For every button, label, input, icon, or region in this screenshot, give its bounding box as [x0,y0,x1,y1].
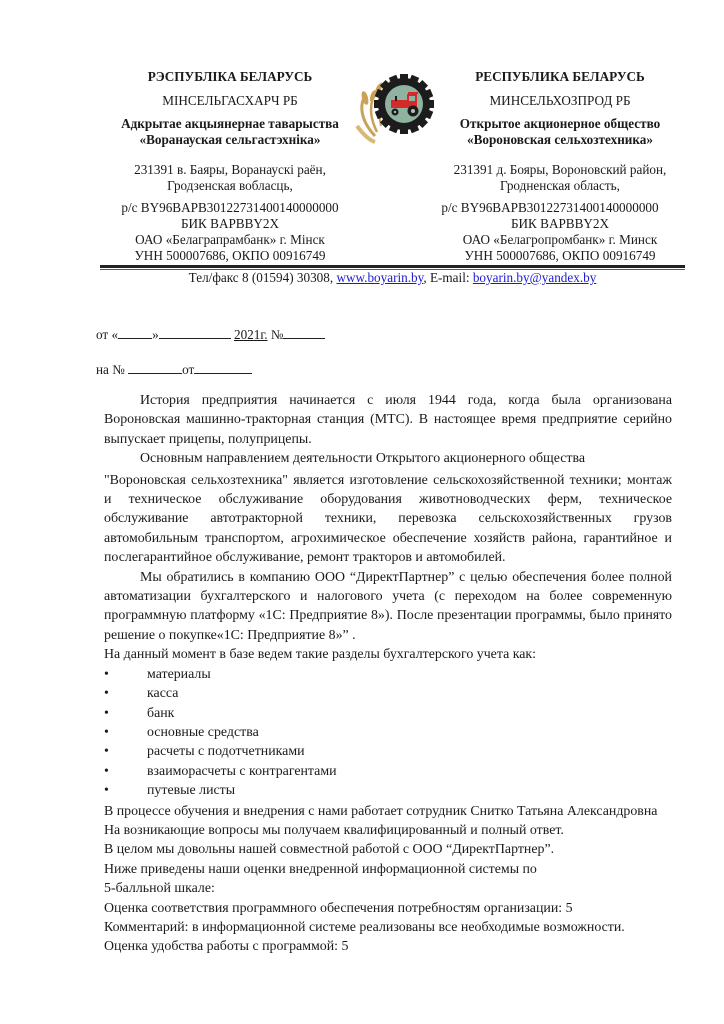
paragraph-activity-intro: Основным направлением деятельности Открытого акционерного общества [140,451,586,467]
letter-body [104,391,672,957]
unn-ru: УНН 500007686, ОКПО 00916749 [464,248,656,263]
contact-line: Тел/факс 8 (01594) 30308, www.boyarin.by, E-mail: boyarin.by@yandex.by [188,270,597,285]
rating-usability: Оценка удобства работы с программой: 5 [104,939,349,955]
list-item [104,762,672,781]
paragraph-training: В процессе обучения и внедрения с нами работает сотрудник Снитко Татьяна Александровна [104,803,658,819]
unn-by: УНН 500007686, ОКПО 00916749 [134,248,326,263]
bullet-icon: • [104,686,109,702]
address-by [95,162,365,194]
ref-from-mid: » [152,327,159,342]
org-type-by: Адкрытае акцыянернае таварыства [121,116,339,131]
org-name-ru: «Вороновская сельхозтехника» [466,132,653,147]
list-item [104,723,672,742]
reply-number-blank[interactable] [128,362,182,374]
list-item [104,742,672,761]
outgoing-ref [96,327,325,343]
bullet-icon: • [104,705,109,721]
number-blank[interactable] [283,327,325,339]
company-logo [355,66,439,146]
bullet-icon: • [104,666,109,682]
bank-name-by: ОАО «Белаграпрамбанк» г. Мінск [135,232,325,247]
list-item-label: взаиморасчеты с контрагентами [147,763,337,779]
account-ru: р/с BY96BAPB30122731400140000000 [441,200,659,215]
month-blank[interactable] [159,327,231,339]
letterhead-divider [100,265,685,268]
republic-name-by: РЭСПУБЛІКА БЕЛАРУСЬ [147,69,313,84]
address-line2-by: Гродзенская вобласць, [167,178,293,193]
list-item [104,781,672,800]
bullet-icon: • [104,783,109,799]
letterhead-left [100,68,360,148]
rating-fit: Оценка соответствия программного обеспечения потребностям организации: 5 [104,900,573,916]
list-item-label: расчеты с подотчетниками [147,744,305,760]
paragraph-directpartner: Мы обратились в компанию ООО “ДиректПартнер” с целью обеспечения более полной автоматизации бухгалтерского и налогового учета (с переходом на более современную программную платформу «1С: Предприятие 8»). После презентации программы, было принято решение о покупке«1С: Предприятие 8»” . [104,569,672,643]
republic-name-ru: РЕСПУБЛИКА БЕЛАРУСЬ [475,69,645,84]
paragraph-satisfaction: В целом мы довольны нашей совместной работой с ООО “ДиректПартнер”. [104,842,555,858]
day-blank[interactable] [118,327,152,339]
account-by: р/с BY96BAPB30122731400140000000 [121,200,339,215]
letterhead-right [430,68,690,148]
website-link[interactable]: www.boyarin.by [336,270,424,285]
email-label: E-mail: [429,270,470,285]
reply-prefix: на № [96,362,125,377]
address-line1-by: 231391 в. Баяры, Воранаускі раён, [134,162,326,177]
reply-date-blank[interactable] [194,362,252,374]
ministry-name-ru: МИНСЕЛЬХОЗПРОД РБ [489,93,631,108]
accounting-sections-list [104,665,672,801]
ministry-name-by: МІНСЕЛЬГАСХАРЧ РБ [162,93,298,108]
ref-year: 2021г. [233,327,268,342]
rating-fit-comment: Комментарий: в информационной системе реализованы все необходимые возможности. [104,919,625,935]
list-item-label: банк [147,705,175,721]
list-item-label: основные средства [147,724,259,740]
phone-fax: Тел/факс 8 (01594) 30308, [188,270,334,285]
bullet-icon: • [104,763,109,779]
org-name-by: «Воранауская сельгастэхніка» [139,132,321,147]
address-line1-ru: 231391 д. Бояры, Вороновский район, [453,162,667,177]
paragraph-history: История предприятия начинается с июля 1944 года, когда была организована Вороновская машинно-тракторная станция (МТС). В настоящее время предприятие серийно выпускает прицепы, полуприцепы. [104,393,672,447]
list-item-label: материалы [147,666,211,682]
list-item [104,704,672,723]
bank-details-ru [425,200,695,264]
org-type-ru: Открытое акционерное общество [459,116,661,131]
list-item [104,665,672,684]
list-intro: На данный момент в базе ведем такие разделы бухгалтерского учета как: [104,647,537,663]
reply-from: от [182,362,195,377]
paragraph-ratings-intro-1: Ниже приведены наши оценки внедренной информационной системы по [104,861,537,877]
bik-ru: БИК BAPBBY2X [510,216,610,231]
paragraph-activity: "Вороновская сельхозтехника" является изготовление сельскохозяйственной техники; монтаж и техническое обслуживание оборудования животноводческих ферм, техническое обслуживание автотракторной техники, перевозка сельскохозяйственных грузов автомобильным транспортом, агрохимическое обеспечение хозяйств района, гарантийное и послегарантийное обслуживание, ремонт тракторов и автомобилей. [104,472,672,566]
email-link[interactable]: boyarin.by@yandex.by [472,270,597,285]
bank-name-ru: ОАО «Белагропромбанк» г. Минск [462,232,658,247]
bullet-icon: • [104,744,109,760]
incoming-ref [96,362,252,378]
list-item [104,684,672,703]
ref-number-label: № [270,327,284,342]
ref-from-prefix: от « [96,327,119,342]
address-line2-ru: Гродненская область, [500,178,620,193]
list-item-label: касса [147,686,179,702]
paragraph-ratings-intro-2: 5-балльной шкале: [104,881,215,897]
paragraph-support: На возникающие вопросы мы получаем квалифицированный и полный ответ. [104,822,564,838]
list-item-label: путевые листы [147,783,236,799]
bullet-icon: • [104,724,109,740]
address-ru [425,162,695,194]
bik-by: БИК BAPBBY2X [180,216,280,231]
bank-details-by [95,200,365,264]
